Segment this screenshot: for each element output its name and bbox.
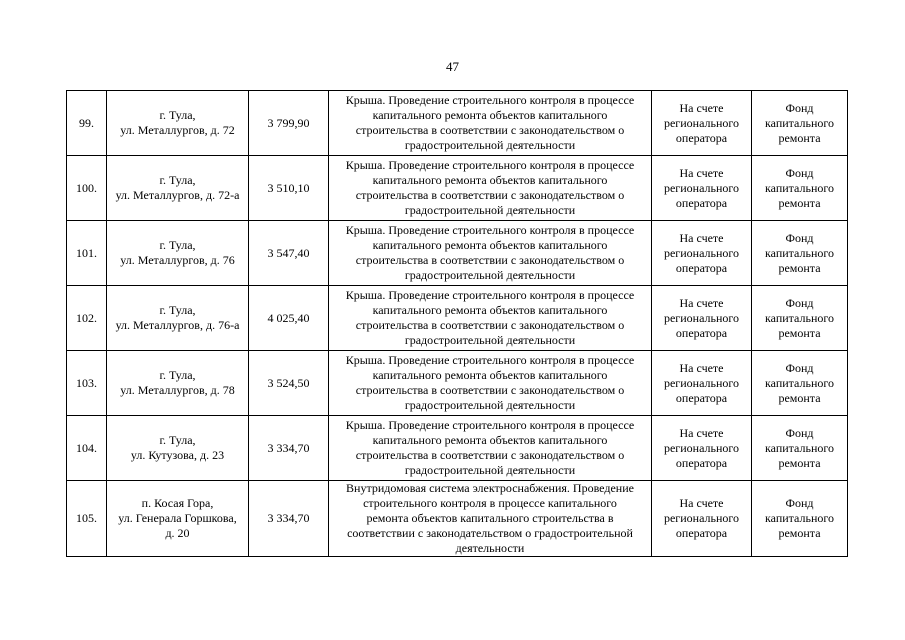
page-number: 47 [446, 59, 459, 74]
account-mode-line: На счете [679, 295, 724, 310]
row-number-cell [67, 221, 107, 286]
account-mode-line: оператора [675, 195, 728, 210]
address-line: ул. Металлургов, д. 78 [120, 383, 235, 397]
cost-value: 3 547,40 [267, 245, 310, 260]
funding-source-line: Фонд [785, 295, 814, 310]
work-description-line: градостроительной деятельности [404, 463, 576, 477]
account-mode-line: На счете [679, 360, 724, 375]
row-number: 102. [76, 310, 97, 325]
funding-source-line: капитального [765, 115, 834, 130]
cost-cell [249, 481, 329, 557]
cost-cell [249, 156, 329, 221]
account-mode-cell [652, 91, 752, 156]
row-number-cell [67, 91, 107, 156]
cost-cell [249, 351, 329, 416]
address-line: ул. Металлургов, д. 72 [120, 123, 235, 137]
account-mode-line: оператора [675, 325, 728, 340]
work-description-line: Крыша. Проведение строительного контроля в процессе [345, 418, 635, 432]
work-description-line: деятельности [455, 541, 525, 555]
funding-source-line: Фонд [785, 100, 814, 115]
row-number: 103. [76, 375, 97, 390]
address-cell [107, 221, 249, 286]
work-description-cell [329, 351, 652, 416]
table-row [67, 221, 848, 286]
work-description-cell [329, 286, 652, 351]
table-row [67, 481, 848, 557]
row-number-cell [67, 416, 107, 481]
account-mode-line: На счете [679, 165, 724, 180]
row-number: 101. [76, 245, 97, 260]
funding-source-line: Фонд [785, 496, 814, 510]
work-description-line: капитального ремонта объектов капитального [372, 108, 608, 122]
funding-source-cell [752, 351, 848, 416]
address-line: п. Косая Гора, [141, 496, 214, 510]
account-mode-line: На счете [679, 100, 724, 115]
account-mode-line: регионального [663, 440, 740, 455]
account-mode-cell [652, 221, 752, 286]
address-cell [107, 351, 249, 416]
work-description-line: градостроительной деятельности [404, 333, 576, 347]
row-number: 105. [76, 511, 97, 525]
work-description-line: строительства в соответствии с законодательством о [355, 318, 625, 332]
table-row [67, 156, 848, 221]
account-mode-line: регионального [663, 180, 740, 195]
work-description-cell [329, 416, 652, 481]
cost-value: 3 334,70 [267, 511, 310, 525]
account-mode-line: оператора [675, 526, 728, 540]
cost-value: 3 334,70 [267, 440, 310, 455]
funding-source-line: Фонд [785, 165, 814, 180]
work-description-line: строительства в соответствии с законодательством о [355, 253, 625, 267]
cost-cell [249, 416, 329, 481]
work-description-line: капитального ремонта объектов капитального [372, 433, 608, 447]
account-mode-line: На счете [679, 425, 724, 440]
address-line: ул. Металлургов, д. 72-а [115, 188, 240, 202]
funding-source-line: ремонта [778, 526, 821, 540]
address-line: г. Тула, [159, 173, 196, 187]
funding-source-cell [752, 481, 848, 557]
account-mode-cell [652, 416, 752, 481]
address-line: г. Тула, [159, 368, 196, 382]
cost-cell [249, 286, 329, 351]
address-cell [107, 416, 249, 481]
funding-source-line: ремонта [778, 130, 821, 145]
account-mode-line: регионального [663, 310, 740, 325]
work-description-cell [329, 91, 652, 156]
work-description-line: соответствии с законодательством о градостроительной [347, 526, 633, 540]
table-row [67, 416, 848, 481]
work-description-line: капитального ремонта объектов капитального [372, 173, 608, 187]
cost-cell [249, 91, 329, 156]
account-mode-line: оператора [675, 455, 728, 470]
work-description-line: строительства в соответствии с законодательством о [355, 383, 625, 397]
account-mode-line: регионального [663, 115, 740, 130]
funding-source-line: капитального [765, 245, 834, 260]
work-description-line: Внутридомовая система электроснабжения. Проведение [346, 481, 634, 495]
funding-source-cell [752, 286, 848, 351]
work-description-line: Крыша. Проведение строительного контроля в процессе [345, 223, 635, 237]
funding-source-cell [752, 91, 848, 156]
address-line: г. Тула, [159, 108, 196, 122]
cost-value: 3 524,50 [267, 375, 310, 390]
work-description-line: градостроительной деятельности [404, 203, 576, 217]
funding-source-cell [752, 221, 848, 286]
work-description-line: градостроительной деятельности [404, 398, 576, 412]
funding-source-line: капитального [765, 375, 834, 390]
table-row [67, 351, 848, 416]
work-description-line: Крыша. Проведение строительного контроля в процессе [345, 93, 635, 107]
account-mode-line: регионального [663, 245, 740, 260]
cost-value: 4 025,40 [267, 310, 310, 325]
funding-source-line: Фонд [785, 425, 814, 440]
address-line: ул. Генерала Горшкова, [118, 511, 237, 525]
funding-source-line: капитального [765, 511, 834, 525]
work-description-line: ремонта объектов капитального строительства в [366, 511, 614, 525]
account-mode-line: оператора [675, 260, 728, 275]
funding-source-line: капитального [765, 310, 834, 325]
funding-source-line: Фонд [785, 230, 814, 245]
account-mode-cell [652, 156, 752, 221]
work-description-cell [329, 481, 652, 557]
address-cell [107, 91, 249, 156]
account-mode-line: оператора [675, 390, 728, 405]
row-number-cell [67, 481, 107, 557]
work-description-line: строительства в соответствии с законодательством о [355, 188, 625, 202]
cost-value: 3 510,10 [267, 180, 310, 195]
address-cell [107, 481, 249, 557]
row-number: 100. [76, 180, 97, 195]
cost-cell [249, 221, 329, 286]
cost-value: 3 799,90 [267, 115, 310, 130]
row-number-cell [67, 351, 107, 416]
account-mode-line: оператора [675, 130, 728, 145]
row-number-cell [67, 156, 107, 221]
row-number: 99. [79, 115, 94, 130]
funding-source-line: ремонта [778, 325, 821, 340]
work-description-line: капитального ремонта объектов капитального [372, 303, 608, 317]
work-description-line: Крыша. Проведение строительного контроля в процессе [345, 288, 635, 302]
account-mode-cell [652, 351, 752, 416]
funding-source-cell [752, 416, 848, 481]
funding-source-line: ремонта [778, 260, 821, 275]
funding-source-line: капитального [765, 440, 834, 455]
funding-source-line: ремонта [778, 390, 821, 405]
address-cell [107, 156, 249, 221]
address-line: г. Тула, [159, 238, 196, 252]
funding-source-line: ремонта [778, 455, 821, 470]
work-description-line: капитального ремонта объектов капитального [372, 238, 608, 252]
row-number-cell [67, 286, 107, 351]
work-description-line: Крыша. Проведение строительного контроля в процессе [345, 158, 635, 172]
row-number: 104. [76, 440, 97, 455]
funding-source-line: Фонд [785, 360, 814, 375]
work-description-line: градостроительной деятельности [404, 138, 576, 152]
work-description-line: градостроительной деятельности [404, 268, 576, 282]
account-mode-line: На счете [679, 496, 724, 510]
account-mode-line: регионального [663, 375, 740, 390]
address-line: ул. Металлургов, д. 76-а [115, 318, 240, 332]
address-line: д. 20 [165, 526, 190, 540]
funding-source-cell [752, 156, 848, 221]
work-description-line: капитального ремонта объектов капитального [372, 368, 608, 382]
address-line: ул. Кутузова, д. 23 [130, 448, 225, 462]
work-description-cell [329, 221, 652, 286]
address-cell [107, 286, 249, 351]
address-line: ул. Металлургов, д. 76 [120, 253, 235, 267]
address-line: г. Тула, [159, 303, 196, 317]
account-mode-cell [652, 481, 752, 557]
work-description-line: строительства в соответствии с законодательством о [355, 123, 625, 137]
work-description-cell [329, 156, 652, 221]
funding-source-line: капитального [765, 180, 834, 195]
account-mode-line: регионального [663, 511, 740, 525]
work-description-line: строительного контроля в процессе капитального [363, 496, 617, 510]
address-line: г. Тула, [159, 433, 196, 447]
table-row [67, 286, 848, 351]
work-description-line: строительства в соответствии с законодательством о [355, 448, 625, 462]
account-mode-line: На счете [679, 230, 724, 245]
funding-source-line: ремонта [778, 195, 821, 210]
table-row [67, 91, 848, 156]
works-table [66, 90, 848, 557]
work-description-line: Крыша. Проведение строительного контроля в процессе [345, 353, 635, 367]
account-mode-cell [652, 286, 752, 351]
